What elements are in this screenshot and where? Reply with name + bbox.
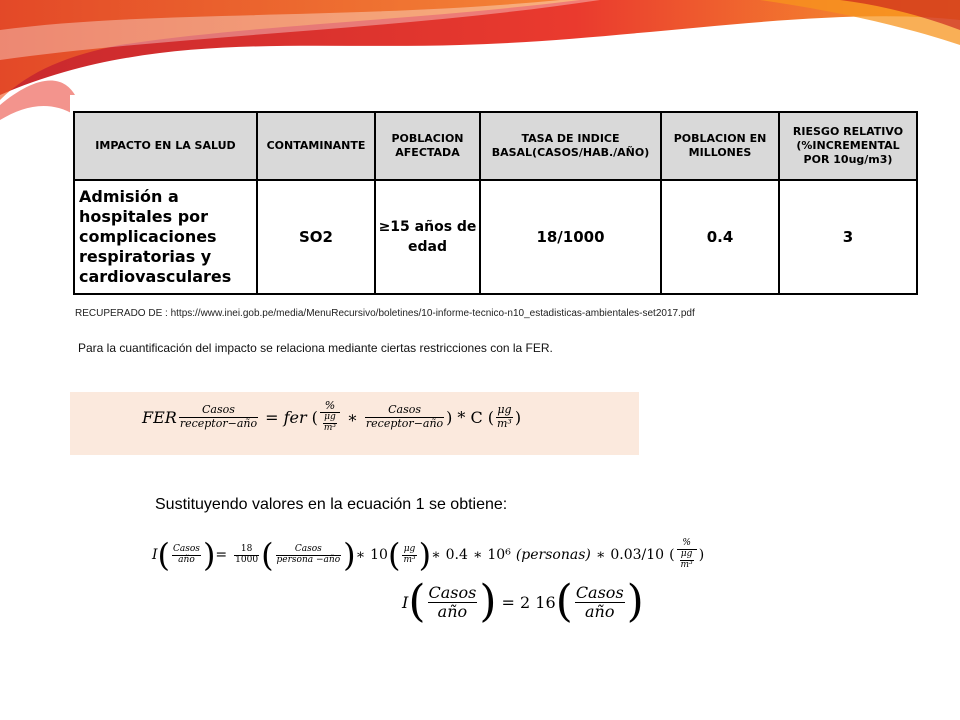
eq3-anio: año	[437, 601, 468, 621]
header-poblacion-afectada: POBLACION AFECTADA	[375, 112, 480, 180]
header-contaminante: CONTAMINANTE	[257, 112, 375, 180]
table-row	[74, 180, 917, 294]
eq2-times-1: ∗	[355, 547, 366, 563]
eq2-times-3: ∗	[472, 547, 483, 563]
eq2-anio: año	[178, 554, 195, 565]
eq1-times: ∗	[347, 407, 358, 427]
cell-tasa-basal: 18/1000	[480, 180, 661, 294]
eq1-den: receptor−año	[179, 416, 258, 430]
eq2-ug-2: μg	[680, 549, 693, 560]
eq2-m3: m³	[403, 554, 416, 565]
cell-contaminante: SO2	[257, 180, 375, 294]
header-poblacion-millones: POBLACION EN MILLONES	[661, 112, 779, 180]
eq1-frac-ug-m3-2	[496, 404, 513, 429]
eq2-persona-anio: persona −año	[276, 554, 341, 565]
eq2-pct: %	[682, 538, 691, 549]
eq1-den-2: receptor−año	[365, 416, 444, 430]
eq2-ug: μg	[403, 543, 416, 554]
eq2-casos-2: Casos	[294, 543, 322, 554]
eq3-result: = 2 16	[501, 592, 556, 612]
eq2-frac-casos-anio	[172, 545, 201, 566]
header-riesgo-relativo: RIESGO RELATIVO (%INCREMENTAL POR 10ug/m3)	[779, 112, 917, 180]
eq3-casos-2: Casos	[575, 582, 624, 602]
cell-poblacion-afectada: ≥15 años de edad	[375, 180, 480, 294]
eq2-ten: 10	[370, 547, 388, 563]
eq2-1000: 1000	[235, 554, 259, 565]
eq1-frac-casos-receptor	[179, 404, 258, 429]
eq1-c-term: * C	[457, 407, 483, 427]
cell-riesgo-relativo: 3	[779, 180, 917, 294]
eq1-lhs: FER	[142, 407, 177, 427]
fer-equation: FER $\frac{\text{Casos}}{\text{receptor−año}}$ = fer ( $\frac{\%}{\frac{\mu g}{\text{m³}}}$ ∗ $\frac{\text{Casos}}{\text{receptor−año}}$ ) * C ( $\frac{\mu g}{\text{m³}}$ )	[142, 399, 522, 434]
substitution-text: Sustituyendo valores en la ecuación 1 se obtiene:	[155, 496, 508, 513]
eq3-anio-2: año	[584, 601, 615, 621]
eq2-m3-2: m³	[680, 559, 693, 570]
header-tasa-basal: TASA DE INDICE BASAL(CASOS/HAB./AÑO)	[480, 112, 661, 180]
eq2-times-2: ∗	[431, 547, 441, 563]
eq2-I: I	[152, 547, 158, 563]
result-equation: I ( $\frac{\text{Casos}}{\text{año}}$ ) = 2 16 ( $\frac{\text{Casos}}{\text{año}}$ )	[402, 576, 644, 627]
eq1-num: Casos	[202, 403, 235, 417]
eq1-frac-percent	[320, 400, 340, 434]
eq1-frac-ug-m3	[322, 413, 338, 434]
eq3-frac-casos-anio	[428, 584, 478, 620]
eq2-frac-18-1000	[234, 545, 259, 566]
substituted-equation: I ( $\frac{\text{Casos}}{\text{año}}$ ) = $\frac{18}{1000}$ ( $\frac{\text{Casos}}{\text{persona −año}}$ ) ∗ 10 ( $\frac{\mu g}{\text{m³}}$ ) ∗ 0.4 ∗ 10⁶ (personas) ∗ 0.03/10 ( $\frac{\%}{\frac{\mu g}{\text{m³}}}$ )	[152, 536, 705, 574]
table-header-row	[74, 112, 917, 180]
health-impact-table	[73, 111, 918, 295]
intro-text: Para la cuantificación del impacto se relaciona mediante ciertas restricciones con la FER.	[78, 341, 553, 355]
eq1-frac-casos-receptor-2	[365, 404, 444, 429]
eq2-casos: Casos	[173, 543, 200, 554]
eq1-pct: %	[324, 399, 336, 413]
eq1-m3-2: m³	[497, 416, 512, 430]
eq1-num-2: Casos	[388, 403, 421, 417]
eq3-casos: Casos	[428, 582, 477, 602]
eq1-ug-2: μg	[497, 403, 512, 417]
eq2-frac-percent	[677, 539, 697, 571]
eq2-personas: (personas)	[515, 547, 591, 563]
eq1-ug: μg	[324, 412, 336, 423]
eq2-frac-casos-persona	[276, 545, 342, 566]
eq1-m3: m³	[323, 423, 337, 434]
eq2-ten6: 10⁶	[487, 547, 511, 563]
cell-impacto: Admisión a hospitales por complicaciones respiratorias y cardiovasculares	[74, 180, 257, 294]
eq2-point4: 0.4	[445, 547, 468, 563]
cell-poblacion-millones: 0.4	[661, 180, 779, 294]
source-citation: RECUPERADO DE : https://www.inei.gob.pe/media/MenuRecursivo/boletines/10-informe-tecnico-n10_estadisticas-ambientales-set2017.pdf	[75, 308, 695, 319]
header-impacto: IMPACTO EN LA SALUD	[74, 112, 257, 180]
eq3-I: I	[402, 592, 409, 612]
eq1-equals: = fer	[265, 407, 307, 427]
eq2-frac-ug-m3-2	[679, 550, 695, 571]
eq3-frac-casos-anio-2	[575, 584, 625, 620]
eq2-18: 18	[240, 543, 253, 554]
eq2-frac-ug-m3	[402, 545, 416, 566]
eq2-rr: 0.03/10	[610, 547, 665, 563]
eq2-times-4: ∗	[595, 547, 606, 563]
